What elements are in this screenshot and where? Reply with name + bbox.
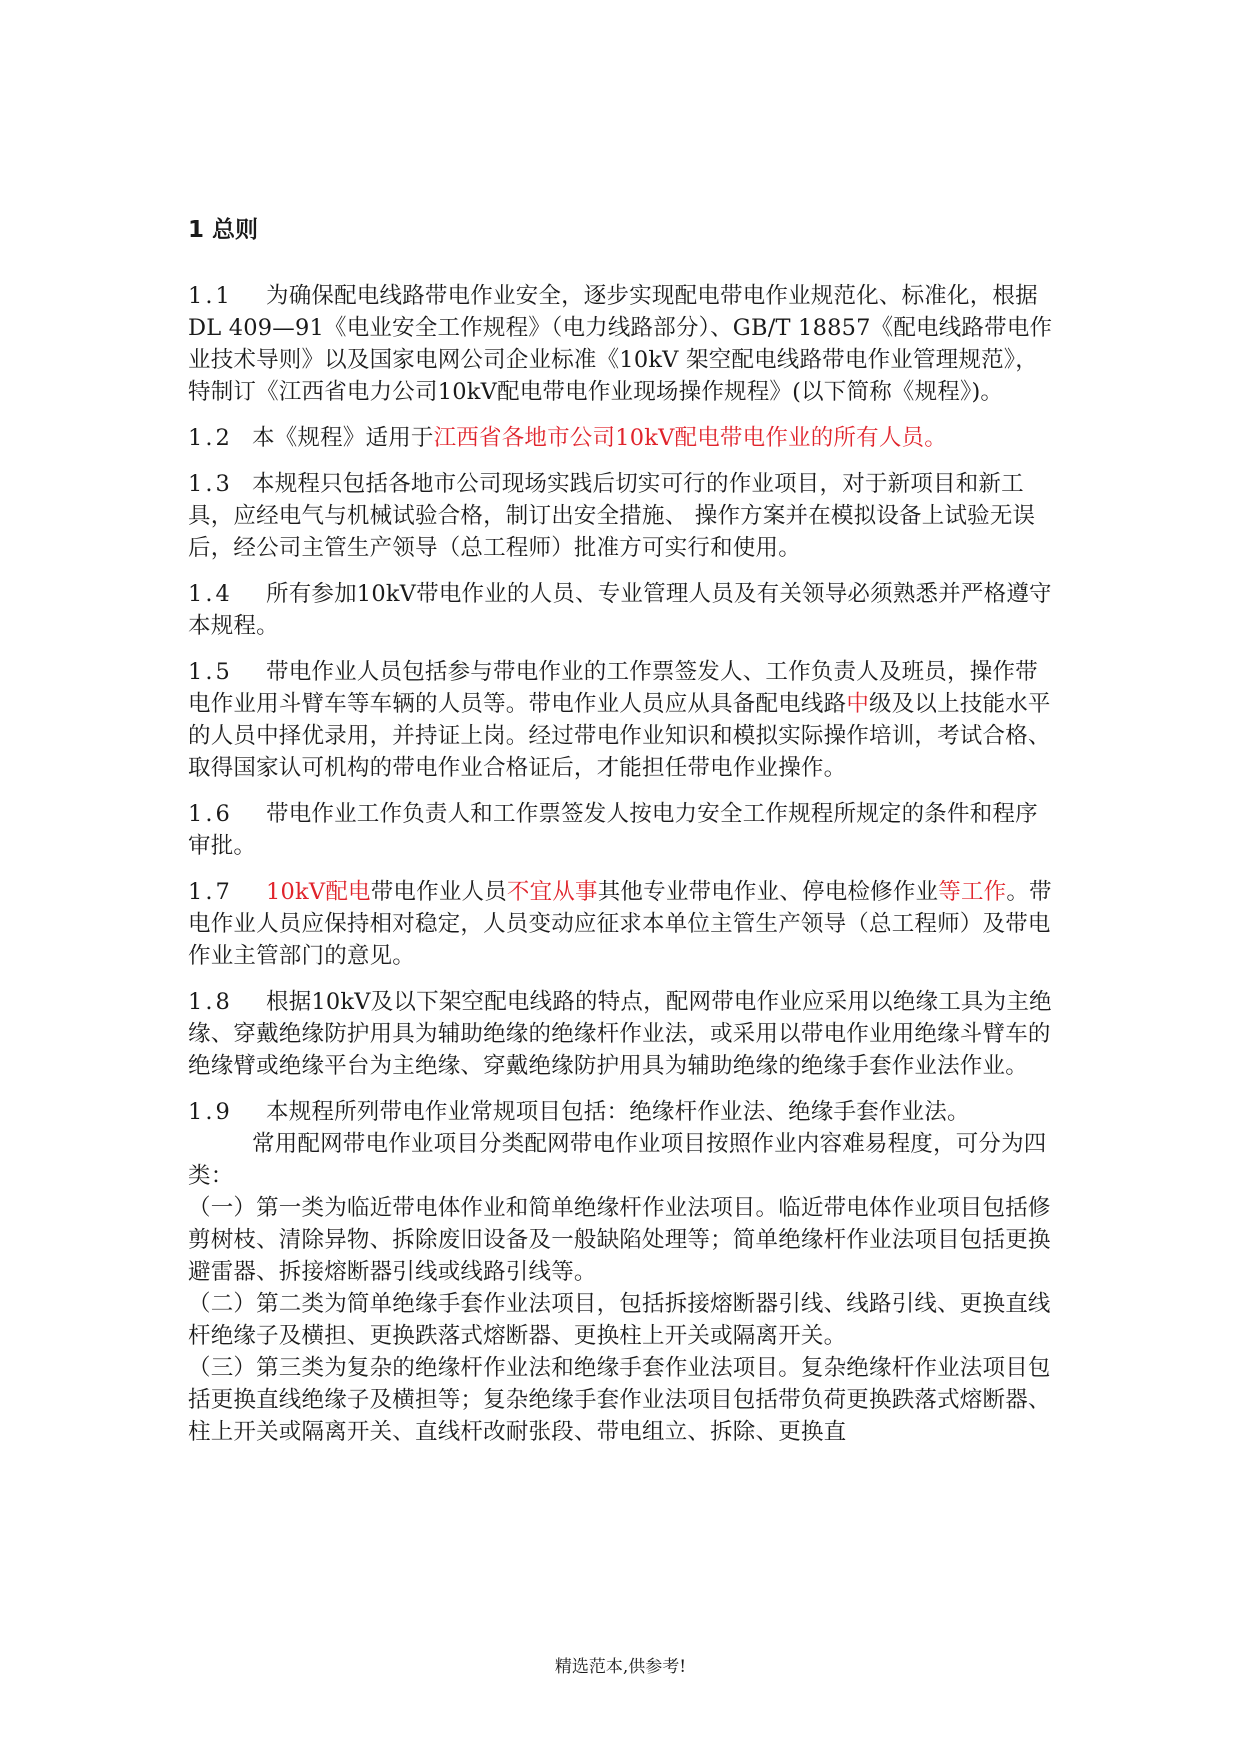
clause-text: 为确保配电线路带电作业安全，逐步实现配电带电作业规范化、标准化，根据DL 409—91《电业安全工作规程》（电力线路部分）、GB/T 18857《配电线路带电作业技术导则》以及国家电网公司企业标准《10kV 架空配电线路带电作业管理规范》，特制订《江西省电力公司10kV配电带电作业现场操作规程》(以下简称《规程》)。 — [188, 283, 1053, 405]
clause-1-5 — [188, 656, 1058, 784]
clause-number: 1.3 — [188, 471, 233, 497]
clause-number: 1.1 — [188, 283, 233, 309]
clause-text-highlight: 等工作 — [938, 879, 1007, 905]
clause-number: 1.5 — [188, 659, 233, 685]
clause-text: 本规程只包括各地市公司现场实践后切实可行的作业项目，对于新项目和新工具，应经电气与机械试验合格，制订出安全措施、 操作方案并在模拟设备上试验无误后，经公司主管生产领导（总工程师）批准方可实行和使用。 — [188, 471, 1036, 561]
clause-text: 。带电作业人员应保持相对稳定，人员变动应征求本单位主管生产领导（总工程师）及带电作业主管部门的意见。 — [188, 879, 1052, 969]
clause-number: 1.2 — [188, 425, 233, 451]
clause-1-6 — [188, 798, 1058, 862]
clause-1-9-intro: 常用配网带电作业项目分类配网带电作业项目按照作业内容难易程度，可分为四类： — [188, 1131, 1047, 1189]
page-footer: 精选范本,供参考! — [554, 1657, 687, 1677]
clause-1-2 — [188, 422, 1058, 454]
clause-number: 1.7 — [188, 879, 233, 905]
clause-1-4 — [188, 578, 1058, 642]
document-body — [188, 210, 1058, 1448]
clause-number: 1.9 — [188, 1099, 233, 1125]
clause-text-highlight: 江西省各地市公司10kV配电带电作业的所有人员。 — [433, 425, 947, 451]
clause-1-1 — [188, 280, 1058, 408]
clause-text-highlight: 10kV配电 — [266, 879, 371, 905]
clause-text: 级及以上技能水平的人员中择优录用，并持证上岗。经过带电作业知识和模拟实际操作培训，考试合格、取得国家认可机构的带电作业合格证后，才能担任带电作业操作。 — [188, 691, 1051, 781]
section-heading: 1 总则 — [188, 217, 259, 243]
clause-text-highlight: 中 — [846, 691, 870, 717]
clause-text: 本《规程》适用于 — [252, 425, 434, 451]
clause-number: 1.6 — [188, 801, 233, 827]
clause-text: 本规程所列带电作业常规项目包括：绝缘杆作业法、绝缘手套作业法。 — [266, 1099, 970, 1125]
category-2: （二）第二类为简单绝缘手套作业法项目，包括拆接熔断器引线、线路引线、更换直线杆绝缘子及横担、更换跌落式熔断器、更换柱上开关或隔离开关。 — [188, 1291, 1051, 1349]
clause-number: 1.8 — [188, 989, 233, 1015]
clause-text: 带电作业人员 — [370, 879, 507, 905]
clause-1-8 — [188, 986, 1058, 1082]
clause-number: 1.4 — [188, 581, 233, 607]
clause-1-7 — [188, 876, 1058, 972]
clause-1-9 — [188, 1096, 1058, 1128]
clause-text: 带电作业工作负责人和工作票签发人按电力安全工作规程所规定的条件和程序审批。 — [188, 801, 1038, 859]
clause-text: 所有参加10kV带电作业的人员、专业管理人员及有关领导必须熟悉并严格遵守本规程。 — [188, 581, 1052, 639]
category-3: （三）第三类为复杂的绝缘杆作业法和绝缘手套作业法项目。复杂绝缘杆作业法项目包括更换直线绝缘子及横担等；复杂绝缘手套作业法项目包括带负荷更换跌落式熔断器、柱上开关或隔离开关、直线杆改耐张段、带电组立、拆除、更换直 — [188, 1355, 1051, 1445]
clause-text: 带电作业人员包括参与带电作业的工作票签发人、工作负责人及班员，操作带电作业用斗臂车等车辆的人员等。带电作业人员应从具备配电线路 — [188, 659, 1038, 717]
clause-text: 其他专业带电作业、停电检修作业 — [597, 879, 939, 905]
clause-text: 根据10kV及以下架空配电线路的特点，配网带电作业应采用以绝缘工具为主绝缘、穿戴绝缘防护用具为辅助绝缘的绝缘杆作业法，或采用以带电作业用绝缘斗臂车的绝缘臂或绝缘平台为主绝缘、穿戴绝缘防护用具为辅助绝缘的绝缘手套作业法作业。 — [188, 989, 1052, 1079]
clause-text-highlight: 不宜从事 — [506, 879, 598, 905]
category-1: （一）第一类为临近带电体作业和简单绝缘杆作业法项目。临近带电体作业项目包括修剪树枝、清除异物、拆除废旧设备及一般缺陷处理等；简单绝缘杆作业法项目包括更换避雷器、拆接熔断器引线或线路引线等。 — [188, 1195, 1051, 1285]
clause-1-3 — [188, 468, 1058, 564]
